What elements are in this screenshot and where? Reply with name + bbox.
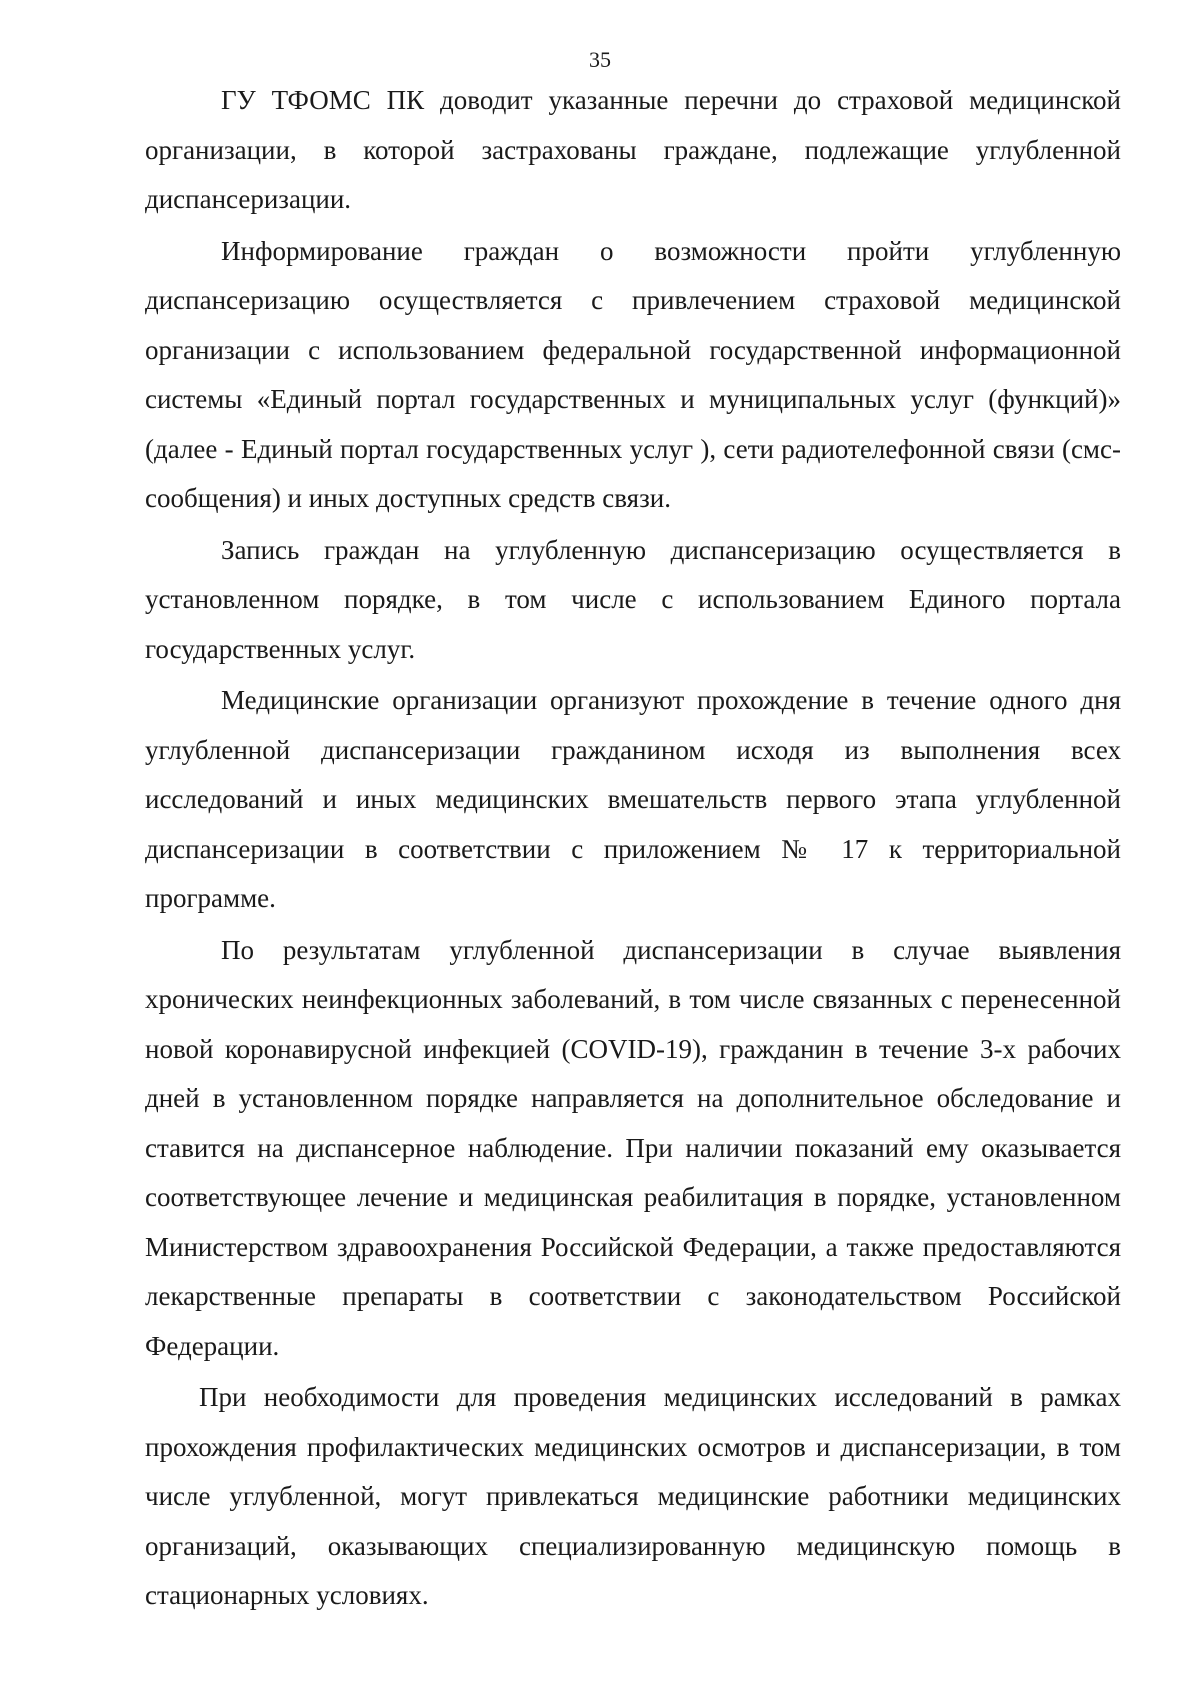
paragraph-1: ГУ ТФОМС ПК доводит указанные перечни до страховой медицинской организации, в которой застрахованы граждане, подлежащие углубленной диспансеризации.	[145, 85, 1121, 214]
document-body	[145, 76, 1121, 1621]
paragraph-2: Информирование граждан о возможности пройти углубленную диспансеризацию осуществляется с привлечением страховой медицинской организации с использованием федеральной государственной информационной системы «Единый портал государственных и муниципальных услуг (функций)» (далее - Единый портал государственных услуг ), сети радиотелефонной связи (смс- сообщения) и иных доступных средств связи.	[145, 235, 1121, 513]
paragraph-3: Запись граждан на углубленную диспансеризацию осуществляется в установленном порядке, в том числе с использованием Единого портала государственных услуг.	[145, 534, 1121, 664]
page-number: 35	[589, 47, 611, 72]
paragraph-4: Медицинские организации организуют прохождение в течение одного дня углубленной диспансеризации гражданином исходя из выполнения всех исследований и иных медицинских вмешательств первого этапа углубленной диспансеризации в соответствии с приложением № 17 к территориальной программе.	[145, 685, 1121, 913]
paragraph-5: По результатам углубленной диспансеризации в случае выявления хронических неинфекционных заболеваний, в том числе связанных с перенесенной новой коронавирусной инфекцией (COVID-19), гражданин в течение 3-х рабочих дней в установленном порядке направляется на дополнительное обследование и ставится на диспансерное наблюдение. При наличии показаний ему оказывается соответствующее лечение и медицинская реабилитация в порядке, установленном Министерством здравоохранения Российской Федерации, а также предоставляются лекарственные препараты в соответствии с законодательством Российской Федерации.	[145, 934, 1121, 1361]
paragraph-6: При необходимости для проведения медицинских исследований в рамках прохождения профилактических медицинских осмотров и диспансеризации, в том числе углубленной, могут привлекаться медицинские работники медицинских организаций, оказывающих специализированную медицинскую помощь в стационарных условиях.	[145, 1382, 1121, 1610]
